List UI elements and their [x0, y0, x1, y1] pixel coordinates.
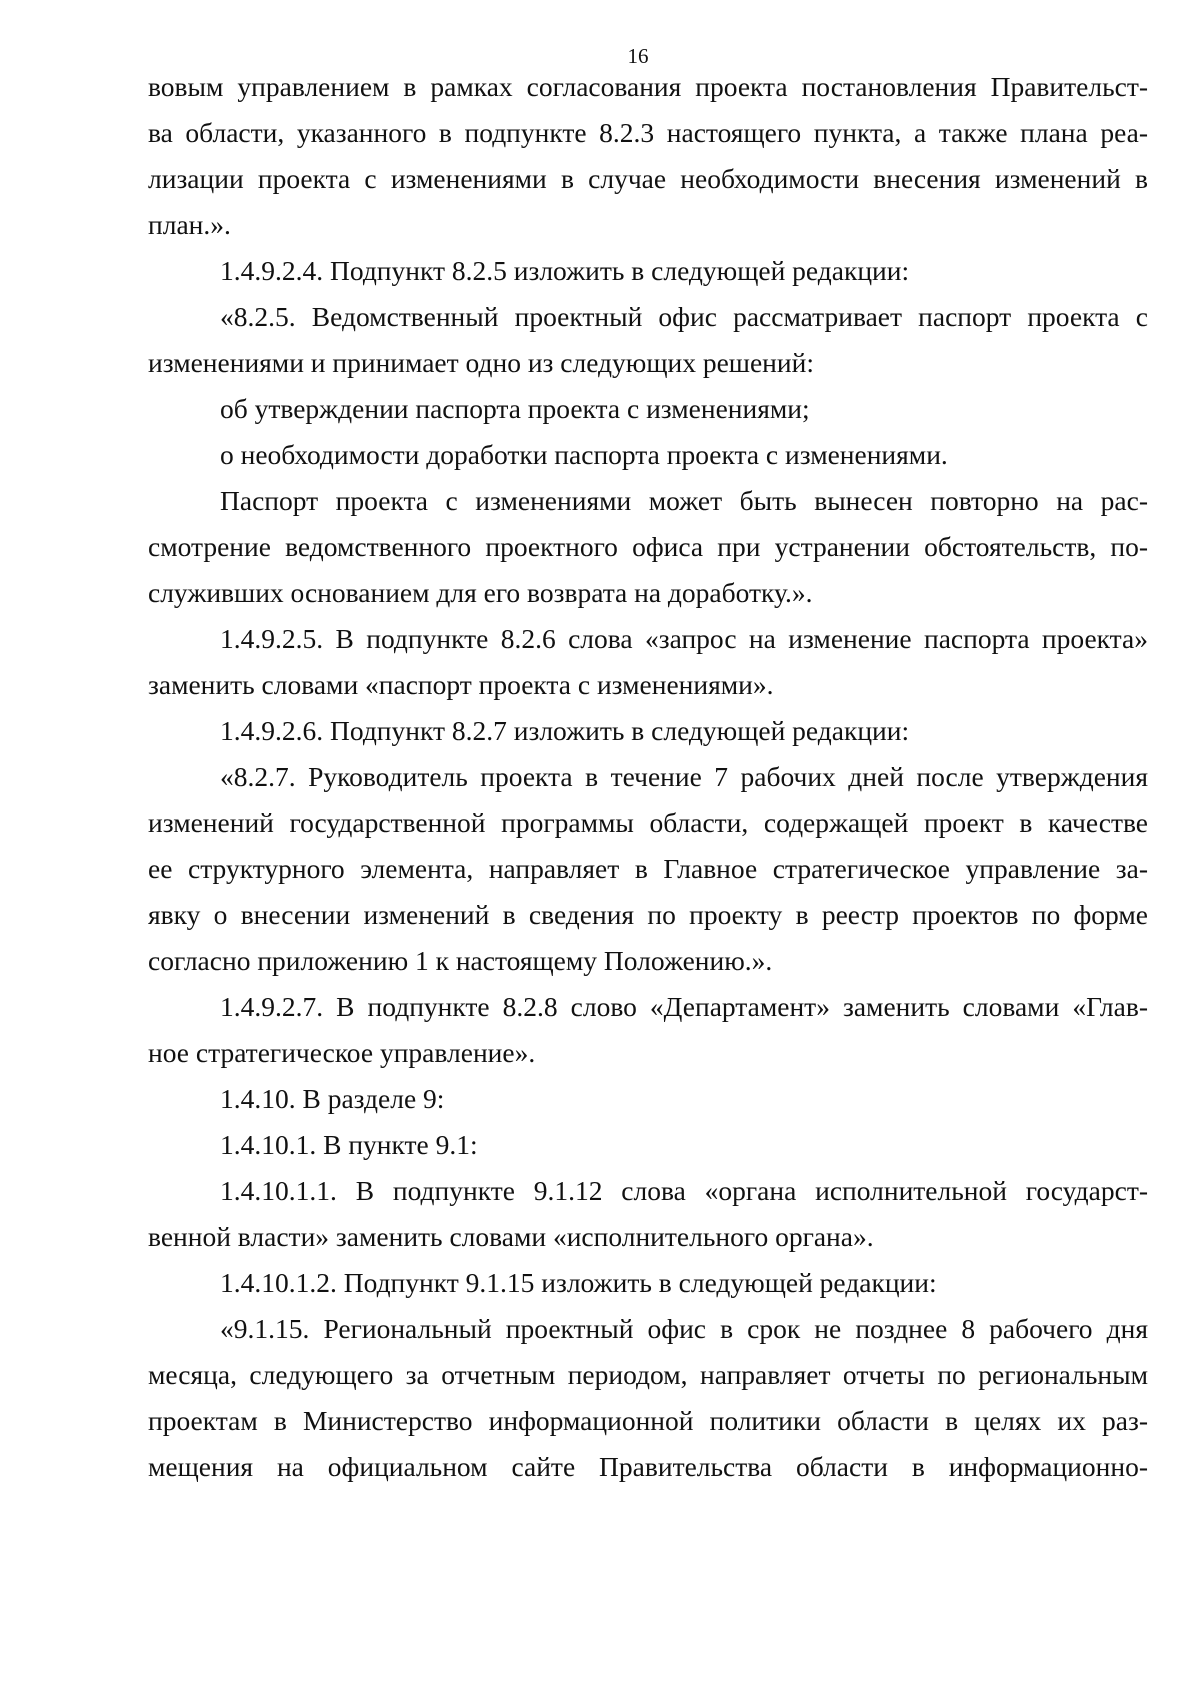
text-line: месяца, следующего за отчетным периодом, направляет отчеты по региональным — [148, 1359, 1148, 1390]
text-line: заменить словами «паспорт проекта с изменениями». — [148, 669, 774, 700]
text-line: 1.4.9.2.6. Подпункт 8.2.7 изложить в следующей редакции: — [220, 715, 910, 746]
text-line: Паспорт проекта с изменениями может быть вынесен повторно на рас- — [220, 485, 1148, 516]
text-line: «9.1.15. Региональный проектный офис в срок не позднее 8 рабочего дня — [220, 1313, 1148, 1344]
text-line: 1.4.10. В разделе 9: — [220, 1083, 445, 1114]
page-number: 16 — [627, 44, 649, 68]
text-line: вовым управлением в рамках согласования проекта постановления Правительст- — [148, 71, 1148, 102]
text-line: венной власти» заменить словами «исполнительного органа». — [148, 1221, 874, 1252]
text-line: лизации проекта с изменениями в случае необходимости внесения изменений в — [148, 163, 1148, 194]
text-line: 1.4.9.2.4. Подпункт 8.2.5 изложить в следующей редакции: — [220, 255, 910, 286]
text-line: изменений государственной программы области, содержащей проект в качестве — [148, 807, 1148, 838]
text-line: 1.4.10.1.1. В подпункте 9.1.12 слова «органа исполнительной государст- — [220, 1175, 1148, 1206]
text-line: служивших основанием для его возврата на доработку.». — [148, 577, 813, 608]
text-line: об утверждении паспорта проекта с изменениями; — [220, 393, 810, 424]
text-line: 1.4.9.2.7. В подпункте 8.2.8 слово «Департамент» заменить словами «Глав- — [220, 991, 1148, 1022]
document-body — [148, 64, 1148, 1490]
text-line: изменениями и принимает одно из следующих решений: — [148, 347, 814, 378]
text-line: явку о внесении изменений в сведения по проекту в реестр проектов по форме — [148, 899, 1148, 930]
text-line: «8.2.5. Ведомственный проектный офис рассматривает паспорт проекта с — [220, 301, 1148, 332]
text-line: 1.4.9.2.5. В подпункте 8.2.6 слова «запрос на изменение паспорта проекта» — [220, 623, 1148, 654]
text-line: «8.2.7. Руководитель проекта в течение 7 рабочих дней после утверждения — [220, 761, 1148, 792]
text-line: 1.4.10.1. В пункте 9.1: — [220, 1129, 478, 1160]
text-line: мещения на официальном сайте Правительства области в информационно- — [148, 1451, 1148, 1482]
text-line: 1.4.10.1.2. Подпункт 9.1.15 изложить в следующей редакции: — [220, 1267, 937, 1298]
text-line: согласно приложению 1 к настоящему Положению.». — [148, 945, 773, 976]
text-line: о необходимости доработки паспорта проекта с изменениями. — [220, 439, 948, 470]
text-line: ва области, указанного в подпункте 8.2.3 настоящего пункта, а также плана реа- — [148, 117, 1148, 148]
text-line: смотрение ведомственного проектного офиса при устранении обстоятельств, по- — [148, 531, 1148, 562]
text-line: план.». — [148, 209, 231, 240]
text-line: проектам в Министерство информационной политики области в целях их раз- — [148, 1405, 1148, 1436]
text-line: ее структурного элемента, направляет в Главное стратегическое управление за- — [148, 853, 1148, 884]
text-line: ное стратегическое управление». — [148, 1037, 536, 1068]
